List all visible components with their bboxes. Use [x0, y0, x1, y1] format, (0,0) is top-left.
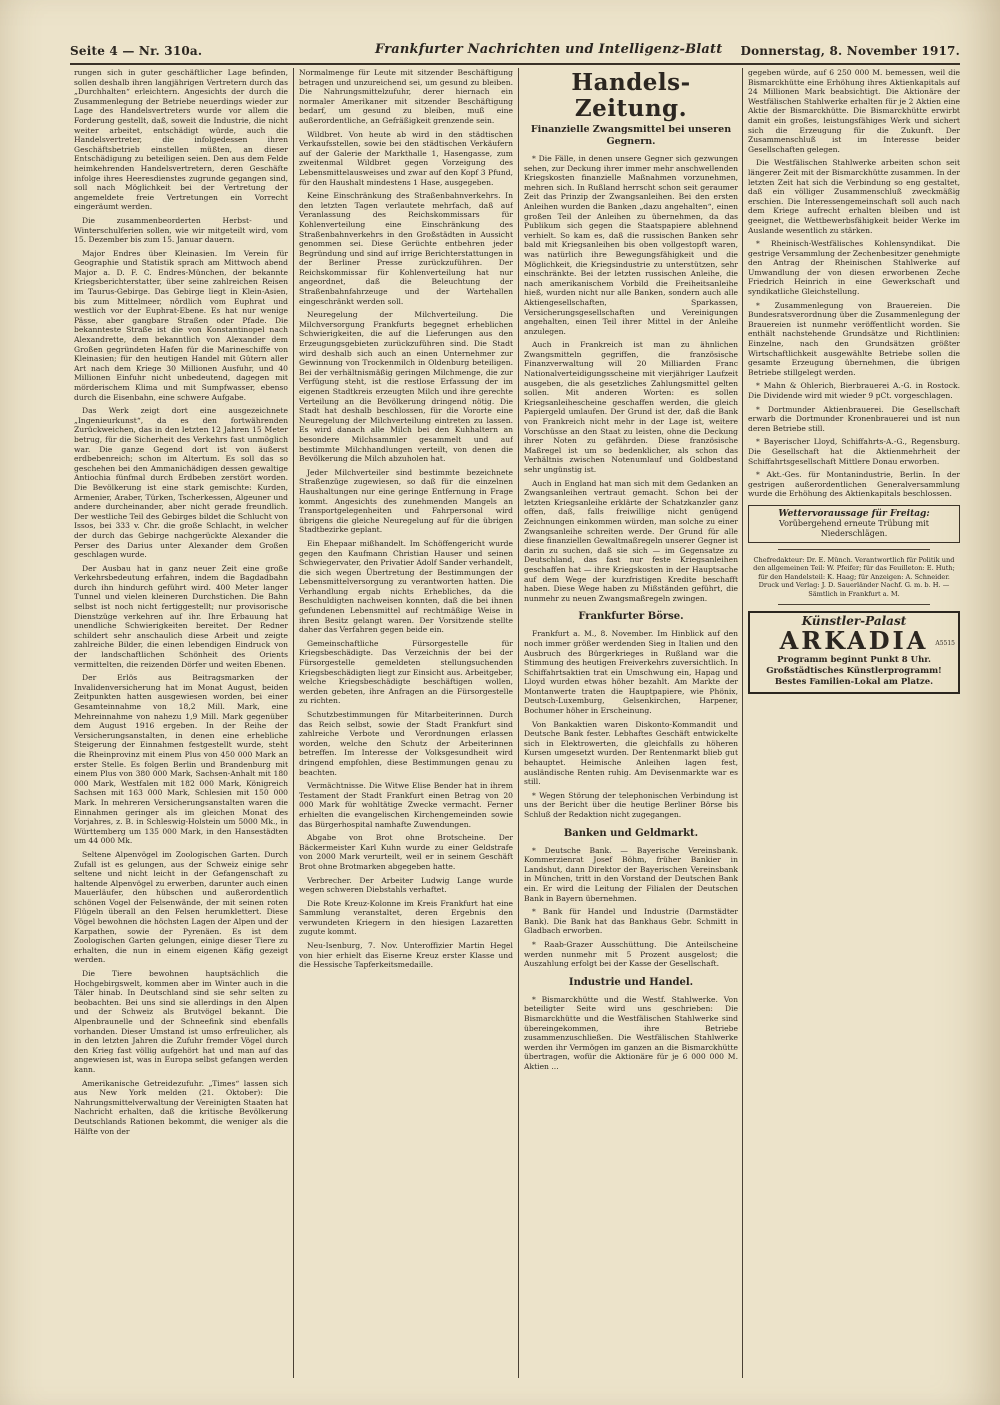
section-heading-banken: Banken und Geldmarkt. [563, 827, 699, 839]
issue-date: Donnerstag, 8. November 1917. [740, 44, 960, 58]
column-divider [742, 68, 743, 1378]
article-paragraph: * Bank für Handel und Industrie (Darmstädter Bank). Die Bank hat das Bankhaus Gebr. Schmitt in Gladbach erworben. [524, 907, 738, 936]
section-heading-industrie: Industrie und Handel. [568, 976, 694, 988]
article-paragraph: Seltene Alpenvögel im Zoologischen Garten. Durch Zufall ist es gelungen, aus der Schweiz einige sehr seltene und nicht leicht in der Gefangenschaft zu haltende Alpenvögel zu erwerben, darunter auch einen Mauerläufer, den hübschen und außerordentlich schönen Vogel der Felsenwände, der mit seinen roten Flügeln überall an den Felsen herumklettert. Diese Vögel bewohnen die höchsten Lagen der Alpen und der Karpathen, sowie der Pyrenäen. Es ist dem Zoologischen Garten gelungen, einige dieser Tiere zu erhalten, die nun in einem eigenen Käfig gezeigt werden. [74, 849, 288, 965]
column-1 [74, 68, 288, 1378]
ad-name-arkadia: ARKADIA [779, 625, 929, 655]
ad-line-programm: Programm beginnt Punkt 8 Uhr. [777, 654, 931, 665]
section-title-handels-zeitung: Handels-Zeitung. [571, 69, 691, 122]
article-paragraph: Keine Einschränkung des Straßenbahnverkehrs. In den letzten Tagen verlautete mehrfach, daß auf Veranlassung des Reichskommissars für Kohlenverteilung eine Einschränkung des Straßenbahnverkehrs in den Großstädten in Aussicht genommen sei. Diese Gerüchte entbehren jeder Begründung und sind auf irrige Berichterstattungen in der Berliner Presse zurückzuführen. Der Reichskommissar für Kohlenverteilung hat nur angeordnet, daß die Beleuchtung der Straßenbahnfahrzeuge und der Wartehallen eingeschränkt werden soll. [299, 191, 513, 306]
article-paragraph: Neuregelung der Milchverteilung. Die Milchversorgung Frankfurts begegnet erheblichen Schwierigkeiten, die auf die Lieferungen aus den Erzeugungsgebieten zurückzuführen sind. Die Stadt wird deshalb sich auch an einen Unternehmer zur Gewinnung von Trockenmilch in Oldenburg beteiligen. Bei der verhältnismäßig geringen Milchmenge, die zur Verfügung steht, ist die restlose Erfassung der im eigenen Stadtkreis erzeugten Milch und ihre gerechte Verteilung an die Bevölkerung dringend nötig. Die Stadt hat deshalb beschlossen, für die Vororte eine Neuregelung der Milchverteilung eintreten zu lassen. Es wird danach alle Milch bei den Kuhhaltern an besondere Milchsammler gesammelt und auf bestimmte Milchhandlungen verteilt, von denen die Bevölkerung die Milch abzuholen hat. [299, 310, 513, 464]
newspaper-title: Frankfurter Nachrichten und Intelligenz-Blatt [375, 42, 723, 57]
article-paragraph: Schutzbestimmungen für Mitarbeiterinnen. Durch das Reich selbst, sowie der Stadt Frankfurt sind zahlreiche Verbote und Verordnungen erlassen worden, welche den Schutz der Arbeiterinnen betreffen. Im Interesse der Volksgesundheit wird dringend empfohlen, diese Bestimmungen genau zu beachten. [299, 710, 513, 777]
header-rule [70, 63, 960, 65]
section-heading-boerse: Frankfurter Börse. [578, 611, 684, 623]
article-headline: Finanzielle Zwangsmittel bei unseren Gegnern. [530, 124, 732, 147]
arkadia-advertisement [748, 611, 960, 694]
article-paragraph: Auch in England hat man sich mit dem Gedanken an Zwangsanleihen vertraut gemacht. Schon bei der letzten Kriegsanleihe erklärte der Schatzkanzler ganz offen, daß, falls freiwillige nicht genügend Zeichnungen einkommen würden, man solche zu einer Zwangsanleihe schreiten werde. Der Grund für alle diese finanziellen Gewaltmaßregeln unserer Gegner ist darin zu suchen, daß sie sich — im Gegensatze zu Deutschland, das fast nur feste Kriegsanleihen geschaffen hat — ihre Kriegskosten in der Hauptsache auf dem Wege der kurzfristigen Kredite beschafft haben. Diese Wege haben zu Mißständen geführt, die nunmehr zu neuen Zwangsmaßregeln zwingen. [524, 478, 738, 603]
column-4 [748, 68, 960, 1378]
article-paragraph: * Zusammenlegung von Brauereien. Die Bundesratsverordnung über die Zusammenlegung der Brauereien ist nunmehr veröffentlicht worden. Sie enthält nachstehende Grundsätze und Richtlinien: Einzelne, nach den Grundsätzen größter Wirtschaftlichkeit ausgewählte Betriebe sollen die gesamte Erzeugung übernehmen, die übrigen Betriebe stillgelegt werden. [748, 300, 960, 377]
article-paragraph: Neu-Isenburg, 7. Nov. Unteroffizier Martin Hegel von hier erhielt das Eiserne Kreuz erster Klasse und die Hessische Tapferkeitsmedaille. [299, 941, 513, 970]
article-paragraph: * Deutsche Bank. — Bayerische Vereinsbank. Kommerzienrat Josef Böhm, früher Bankier in Landshut, dann Direktor der Bayerischen Vereinsbank in München, tritt in den Vorstand der Deutschen Bank ein. Er wird die Leitung der Filialen der Deutschen Bank in Bayern übernehmen. [524, 845, 738, 903]
article-paragraph: Von Bankaktien waren Diskonto-Kommandit und Deutsche Bank fester. Lebhaftes Geschäft entwickelte sich in Elektrowerten, die gleichfalls zu höheren Kursen umgesetzt wurden. Der Rentenmarkt blieb gut behauptet. Heimische Anleihen lagen fest, ausländische Renten ruhig. Am Devisenmarkte war es still. [524, 719, 738, 787]
article-paragraph: Normalmenge für Leute mit sitzender Beschäftigung betragen und unzureichend sei, um gesund zu bleiben. Die Nahrungsmittelzufuhr, derer hiernach ein normaler Amerikaner mit sitzender Beschäftigung bedarf, um gesund zu bleiben, muß eine außerordentliche, an Gefräßigkeit grenzende sein. [299, 68, 513, 125]
article-paragraph: Abgabe von Brot ohne Brotscheine. Der Bäckermeister Karl Kuhn wurde zu einer Geldstrafe von 2000 Mark verurteilt, weil er in seinem Geschäft Brot ohne Brotmarken abgegeben hatte. [299, 833, 513, 871]
ad-line-kuenstlerprogramm: Großstädtisches Künstlerprogramm! [766, 665, 942, 676]
column-divider [518, 68, 519, 1378]
article-paragraph: Amerikanische Getreidezufuhr. „Times“ lassen sich aus New York melden (21. Oktober): Die Nahrungsmittelverwaltung der Vereinigten Staaten hat Nachricht erhalten, daß die kritische Bevölkerung Deutschlands Rationen bekommt, die weniger als die Hälfte von der [74, 1078, 288, 1136]
divider [778, 549, 930, 550]
article-paragraph: Auch in Frankreich ist man zu ähnlichen Zwangsmitteln gegriffen, die französische Finanzverwaltung will 20 Milliarden Franc Nationalverteidigungsscheine mit vierjähriger Laufzeit ausgeben, die als gesetzliches Zahlungsmittel gelten sollen. Mit anderen Worten: es sollen Kriegsanleihescheine geschaffen werden, die gleich Papiergeld umlaufen. Der Grund ist der, daß die Bank von Frankreich nicht mehr in der Lage ist, weitere Vorschüsse an den Staat zu leisten, ohne die Deckung ihrer Noten zu gefährden. Diese französische Maßregel ist um so bedenklicher, als schon das Verhältnis zwischen Notenumlauf und Goldbestand sehr ungünstig ist. [524, 340, 738, 474]
article-paragraph: Die Rote Kreuz-Kolonne im Kreis Frankfurt hat eine Sammlung veranstaltet, deren Ergebnis den verwundeten Kriegern in den hiesigen Lazaretten zugute kommt. [299, 898, 513, 937]
column-3 [524, 68, 738, 1378]
article-paragraph: Die zusammenbeorderten Herbst- und Winterschulferien sollen, wie wir mitgeteilt wird, vom 15. Dezember bis zum 15. Januar dauern. [74, 215, 288, 245]
divider [778, 604, 930, 605]
article-paragraph: Der Ausbau hat in ganz neuer Zeit eine große Verkehrsbedeutung erfahren, indem die Bagdadbahn durch ihn hindurch geführt wird. 400 Meter langer Tunnel und vielen kleineren Durchstichen. Die Bahn selbst ist noch nicht fertiggestellt; nur provisorische Dienstzüge verkehren auf ihr. Ihre Erbauung hat unendliche Schwierigkeiten bereitet. Der Redner schildert sehr anschaulich diese Arbeit und zeigte zahlreiche Bilder, die einen lebendigen Eindruck von der landschaftlichen Schönheit des Orients vermittelten, die reizenden Dörfer und weiten Ebenen. [74, 563, 288, 669]
impressum: Chefredakteur: Dr. E. Münch. Verantwortlich für Politik und den allgemeinen Teil: W. Pfeifer; für das Feuilleton: E. Huth; für den Handelsteil: K. Haag; für Anzeigen: A. Schneider. Druck und Verlag: J. D. Sauerländer Nachf. G. m. b. H. — Sämtlich in Frankfurt a. M. [753, 555, 955, 598]
article-paragraph: Wildbret. Von heute ab wird in den städtischen Verkaufsstellen, sowie bei den städtischen Verkäufern auf der Galerie der Markthalle 1, Hasengasse, zum zweitenmal Wildbret gegen Vorzeigung des Lebensmittelausweises und zwar auf den Kopf 3 Pfund, für den Haushalt mindestens 1 Hase, ausgegeben. [299, 129, 513, 187]
article-paragraph: Das Werk zeigt dort eine ausgezeichnete „Ingenieurkunst“, da es den fortwährenden Zurückweichen, das in den letzten 12 Jahren 15 Meter betrug, für die Sicherheit des Verkehrs fast unmöglich war. Die ganze Gegend dort ist von äußerst erdbebenreich; schon im Altertum. Es soll das so geschehen bei den Ammanichädigen dessen gewaltige Antiochia fünfmal durch Erdbeben zerstört worden. Die Bevölkerung ist eine stark gemischte: Kurden, Armenier, Araber, Türken, Tscherkessen, Algeuner und andere durcheinander, aber nicht gerade freundlich. Der westliche Teil des Gebirges bildet die Schlucht von Issos, bei 333 v. Chr. die große Schlacht, in welcher der durch das Gebirge nachgerückte Alexander die Perser des Darius unter Alexander dem Großen geschlagen wurde. [74, 406, 288, 560]
article-paragraph: * Bismarckhütte und die Westf. Stahlwerke. Von beteiligter Seite wird uns geschrieben: Die Bismarckhütte und die Westfälischen Stahlwerke sind übereingekommen, ihre Betriebe zusammenzuschließen. Die Westfälischen Stahlwerke werden ihr Vermögen im ganzen an die Bismarckhütte übertragen, wofür die Aktionäre für je 6 000 000 M. Aktien ... [524, 994, 738, 1071]
weather-box [748, 505, 960, 543]
page-number: Seite 4 — Nr. 310a. [70, 44, 203, 58]
ad-code: A5515 [935, 639, 955, 647]
article-paragraph: rungen sich in guter geschäftlicher Lage befinden, sollen deshalb ihren langjährigen Vertretern durch das „Durchhalten“ erleichtern. Angesichts der durch die Zusammenlegung der Betriebe neuerdings wieder zur Lage des Handelsvertreters wurde vor allem die Forderung gestellt, daß, soweit die Industrie, die nicht weiter arbeitet, entschädigt würde, auch die Handelsvertreter, die infolgedessen ihren Geschäftsbetrieb einstellen müßten, an dieser Entschädigung zu beteiligen seien. Den aus dem Felde heimkehrenden Handelsvertretern, deren Geschäfte infolge ihres Heeresdienstes zugrunde gegangen sind, soll nach Möglichkeit bei der Vertretung der angemeldete freie Vertretungen ein Vorrecht eingeräumt werden. [74, 68, 288, 212]
article-paragraph: * Bayerischer Lloyd, Schiffahrts-A.-G., Regensburg. Die Gesellschaft hat die Aktienmehrheit der Schiffahrtsgesellschaft Mittlere Donau erworben. [748, 437, 960, 466]
article-paragraph: * Raab-Grazer Ausschüttung. Die Anteilscheine werden nunmehr mit 5 Prozent ausgelost; die Auszahlung erfolgt bei der Kasse der Gesellschaft. [524, 939, 738, 969]
weather-forecast: Vorübergehend erneute Trübung mit Niederschlägen. [779, 518, 929, 538]
article-paragraph: Ein Ehepaar mißhandelt. Im Schöffengericht wurde gegen den Kaufmann Christian Hauser und seinen Schwiegervater, den Privatier Adolf Sander verhandelt, die sich wegen Übertretung der Bestimmungen der Lebensmittelversorgung zu verantworten hatten. Die Verhandlung ergab nichts Erhebliches, da die Beschuldigten nachweisen konnten, daß die bei ihnen gefundenen Lebensmittel auf rechtmäßige Weise in ihren Besitz gelangt waren. Der Vorsitzende stellte daher das Verfahren gegen beide ein. [299, 538, 513, 635]
article-paragraph: * Wegen Störung der telephonischen Verbindung ist uns der Bericht über die heutige Berliner Börse bis Schluß der Redaktion nicht zugegangen. [524, 790, 738, 819]
ad-line-familienlokal: Bestes Familien-Lokal am Platze. [774, 676, 934, 687]
page-header [70, 40, 960, 62]
article-paragraph: gegeben würde, auf 6 250 000 M. bemessen, weil die Bismarckhütte eine Erhöhung ihres Aktienkapitals auf 24 Millionen Mark beabsichtigt. Die Aktionäre der Westfälischen Stahlwerke erhalten für je 2 Aktien eine Aktie der Bismarckhütte. Die Bismarckhütte erwirbt damit ein großes, leistungsfähiges Werk und sichert sich die Erzeugung für die Zukunft. Der Zusammenschluß ist im Interesse beider Gesellschaften gelegen. [748, 68, 960, 154]
column-divider [293, 68, 294, 1378]
column-2 [299, 68, 513, 1378]
article-paragraph: * Rheinisch-Westfälisches Kohlensyndikat. Die gestrige Versammlung der Zechenbesitzer genehmigte den Antrag der Rheinischen Stahlwerke auf Umwandlung der von diesen erworbenen Zeche Friedrich Heinrich in eine Gewerkschaft und syndikatliche Gleichstellung. [748, 239, 960, 297]
article-paragraph: Verbrecher. Der Arbeiter Ludwig Lange wurde wegen schweren Diebstahls verhaftet. [299, 875, 513, 895]
article-paragraph: Der Erlös aus Beitragsmarken der Invalidenversicherung hat im Monat August, beiden Zeitpunkten hatten ausgewiesen worden, bei einer Gesamteinnahme von 18,2 Mill. Mark, eine Mehreinnahme von nahezu 1,9 Mill. Mark gegenüber dem August 1916 ergeben. In der Reihe der Versicherungsanstalten, in denen eine erhebliche Steigerung der Einnahmen festgestellt wurde, steht die Rheinprovinz mit einem Plus von 450 000 Mark an erster Stelle. Es folgen Berlin und Brandenburg mit einem Plus von 380 000 Mark, Sachsen-Anhalt mit 180 000 Mark, Westfalen mit 182 000 Mark, Königreich Sachsen mit 163 000 Mark, Schlesien mit 150 000 Mark. In mehreren Versicherungsanstalten waren die Einnahmen geringer als im gleichen Monat des Vorjahres, z. B. in Schleswig-Holstein um 5000 Mk., in Württemberg um 135 000 Mark, in den Hansestädten um 44 000 Mk. [74, 673, 288, 846]
article-paragraph: Die Tiere bewohnen hauptsächlich die Hochgebirgswelt, kommen aber im Winter auch in die Täler hinab. In Deutschland sind sie sehr selten zu beobachten. Bei uns sind sie allerdings in den Alpen und der Schweiz als Brutvögel bekannt. Die Alpenbraunelle und der Schneefink sind ebenfalls vorhanden. Dieser Umstand ist umso erfreulicher, als in den letzten Jahren die Zufuhr fremder Vögel durch den Krieg fast völlig aufgehört hat und man auf das angewiesen ist, was in Europa selbst gefangen werden kann. [74, 969, 288, 1074]
article-paragraph: * Akt.-Ges. für Montanindustrie, Berlin. In der gestrigen außerordentlichen Generalversammlung wurde die Erhöhung des Aktienkapitals beschlossen. [748, 470, 960, 499]
weather-title: Wettervoraussage für Freitag: [778, 508, 930, 519]
article-paragraph: Gemeinschaftliche Fürsorgestelle für Kriegsbeschädigte. Das Verzeichnis der bei der Fürsorgestelle gemeldeten stellungsuchenden Kriegsbeschädigten liegt zur Einsicht aus. Arbeitgeber, welche Kriegsbeschädigte beschäftigen wollen, werden gebeten, ihre Anfragen an die Fürsorgestelle zu richten. [299, 638, 513, 706]
article-paragraph: Jeder Milchverteiler sind bestimmte bezeichnete Straßenzüge zugewiesen, so daß für die einzelnen Haushaltungen nur eine geringe Entfernung in Frage kommt. Angesichts des zunehmenden Mangels an Transportgelegenheiten und Fahrpersonal wird übrigens die gleiche Neuregelung auf für die übrigen Stadtbezirke geplant. [299, 467, 513, 535]
ad-line-kuenstler-palast: Künstler-Palast [801, 613, 907, 628]
article-paragraph: Die Westfälischen Stahlwerke arbeiten schon seit längerer Zeit mit der Bismarckhütte zusammen. In der letzten Zeit hat sich die Verbindung so eng gestaltet, daß ein völliger Zusammenschluß zweckmäßig erschien. Die Interessengemeinschaft soll auch nach dem Kriege aufrecht erhalten bleiben und ist geeignet, die Wettbewerbsfähigkeit beider Werke im Auslande wesentlich zu stärken. [748, 158, 960, 235]
article-paragraph: * Mahn & Ohlerich, Bierbrauerei A.-G. in Rostock. Die Dividende wird mit wieder 9 pCt. vorgeschlagen. [748, 381, 960, 400]
article-paragraph: Major Endres über Kleinasien. Im Verein für Geographie und Statistik sprach am Mittwoch abend Major a. D. F. C. Endres-München, der bekannte Kriegsberichterstatter, über seine zahlreichen Reisen im Taurus-Gebirge. Das Gebirge liegt in Klein-Asien, bis zum Mittelmeer, nördlich vom Euphrat und westlich vor der Euphrat-Ebene. Es hat nur wenige Pässe, aber gangbare Straßen oder Pfade. Die bekannteste Straße ist die von Konstantinopel nach Alexandrette, dem bekanntlich von Alexander dem Großen gegründeten Hafen für die Marineschiffe von Kleinasien; für den heutigen Handel mit Gütern aller Art nach dem Kriege 30 Millionen Ausfuhr, und 40 Millionen Einfuhr nicht unbedeutend, dagegen mit mörderischem Klima und mit Sumpfwasser, ebenso durch die Eisenbahn, eine schwere Aufgabe. [74, 248, 288, 402]
article-paragraph: * Die Fälle, in denen unsere Gegner sich gezwungen sehen, zur Deckung ihrer immer mehr anschwellenden Kriegskosten finanzielle Maßnahmen vorzunehmen, mehren sich. In Rußland herrscht schon seit geraumer Zeit das Prinzip der Zwangsanleihen. Bei den ersten Anleihen wurden die Banken „dazu angehalten“, einen großen Teil der Anleihen zu übernehmen, da das Publikum sich gegen die Staatspapiere ablehnend verhielt. So kam es, daß die russischen Banken sehr bald mit Kriegsanleihen bis oben vollgestopft waren, was natürlich ihre Bewegungsfähigkeit und die Möglichkeit, die Kriegsindustrie zu unterstützen, sehr einschränkte. Bei der letzten russischen Anleihe, die nach amerikanischem Vorbild die Freiheitsanleihe hieß, wurden nicht nur alle Banken, sondern auch alle Aktiengesellschaften, Sparkassen, Versicherungsgesellschaften und Vereinigungen angehalten, einen Teil ihrer Mittel in der Anleihe anzulegen. [524, 154, 738, 336]
article-paragraph: Frankfurt a. M., 8. November. Im Hinblick auf den noch immer größer werdenden Sieg in Italien und den Ausbruch des Bürgerkrieges in Rußland war die Stimmung des heutigen Freiverkehrs zuversichtlich. In Schiffahrtsaktien trat ein Umschwung ein, Hapag und Lloyd wurden etwas höher bezahlt. Am Markte der Montanwerte traten die Hauptpapiere, wie Phönix, Deutsch-Luxemburg, Gelsenkirchen, Harpener, Bochumer höher in Erscheinung. [524, 629, 738, 716]
article-paragraph: * Dortmunder Aktienbrauerei. Die Gesellschaft erwarb die Dortmunder Kronenbrauerei und ist nun deren Betriebe still. [748, 404, 960, 433]
article-paragraph: Vermächtnisse. Die Witwe Elise Bender hat in ihrem Testament der Stadt Frankfurt einen Betrag von 20 000 Mark für wohltätige Zwecke vermacht. Ferner erhielten die evangelischen Kirchengemeinden sowie das Bürgerhospital namhafte Zuwendungen. [299, 781, 513, 829]
